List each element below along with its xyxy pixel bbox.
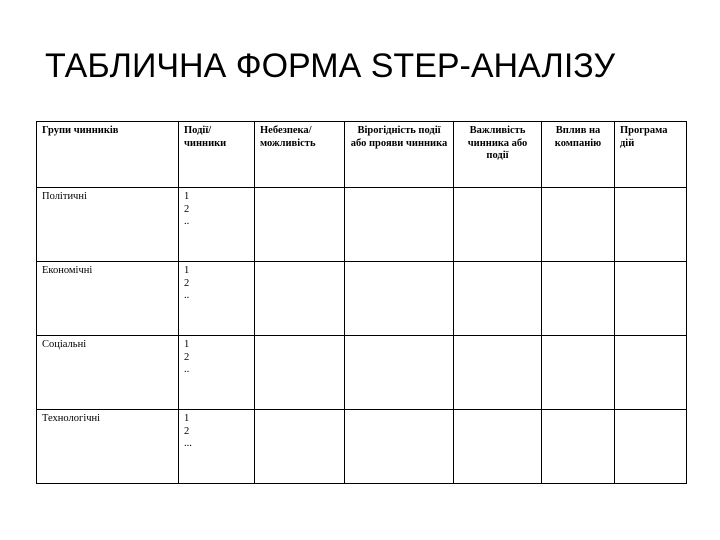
table-row [37, 188, 687, 262]
step-analysis-table [36, 121, 687, 484]
factor-group-cell: Соціальні [37, 336, 179, 410]
factor-group-cell: Технологічні [37, 410, 179, 484]
empty-cell [345, 262, 454, 336]
factor-item: 1 [184, 339, 190, 350]
empty-cell [345, 336, 454, 410]
factor-list-cell [179, 188, 255, 262]
table-header-row [37, 122, 687, 188]
factor-item: 1 [184, 413, 190, 424]
empty-cell [345, 410, 454, 484]
empty-cell [615, 188, 687, 262]
column-header: Групи чинників [37, 122, 179, 188]
column-header: Небезпека/ можливість [255, 122, 345, 188]
column-header: Вплив на компанію [542, 122, 615, 188]
empty-cell [615, 410, 687, 484]
empty-cell [454, 188, 542, 262]
empty-cell [542, 410, 615, 484]
page-title: ТАБЛИЧНА ФОРМА STEP-АНАЛІЗУ [45, 47, 616, 85]
factor-item: 2 [184, 351, 190, 363]
factor-list-cell [179, 336, 255, 410]
empty-cell [454, 410, 542, 484]
factor-item: .. [184, 364, 190, 375]
factor-item: 2 [184, 277, 190, 289]
factor-item: 1 [184, 191, 190, 202]
factor-item: .. [184, 216, 190, 227]
table-row [37, 410, 687, 484]
empty-cell [542, 336, 615, 410]
empty-cell [255, 410, 345, 484]
empty-cell [542, 188, 615, 262]
factor-item: 2 [184, 203, 190, 215]
factor-item: .. [184, 290, 190, 301]
factor-list-cell [179, 410, 255, 484]
column-header: Вірогідність події або прояви чинника [345, 122, 454, 188]
empty-cell [255, 336, 345, 410]
factor-item: 1 [184, 265, 190, 276]
factor-list-cell [179, 262, 255, 336]
table-row [37, 336, 687, 410]
column-header: Події/чинники [179, 122, 255, 188]
empty-cell [345, 188, 454, 262]
empty-cell [615, 336, 687, 410]
empty-cell [255, 262, 345, 336]
table-row [37, 262, 687, 336]
column-header: Важливість чинника або події [454, 122, 542, 188]
factor-group-cell: Політичні [37, 188, 179, 262]
empty-cell [542, 262, 615, 336]
factor-item: ... [184, 438, 192, 449]
empty-cell [454, 336, 542, 410]
empty-cell [615, 262, 687, 336]
column-header: Програма дій [615, 122, 687, 188]
factor-item: 2 [184, 425, 190, 437]
empty-cell [454, 262, 542, 336]
factor-group-cell: Економічні [37, 262, 179, 336]
empty-cell [255, 188, 345, 262]
